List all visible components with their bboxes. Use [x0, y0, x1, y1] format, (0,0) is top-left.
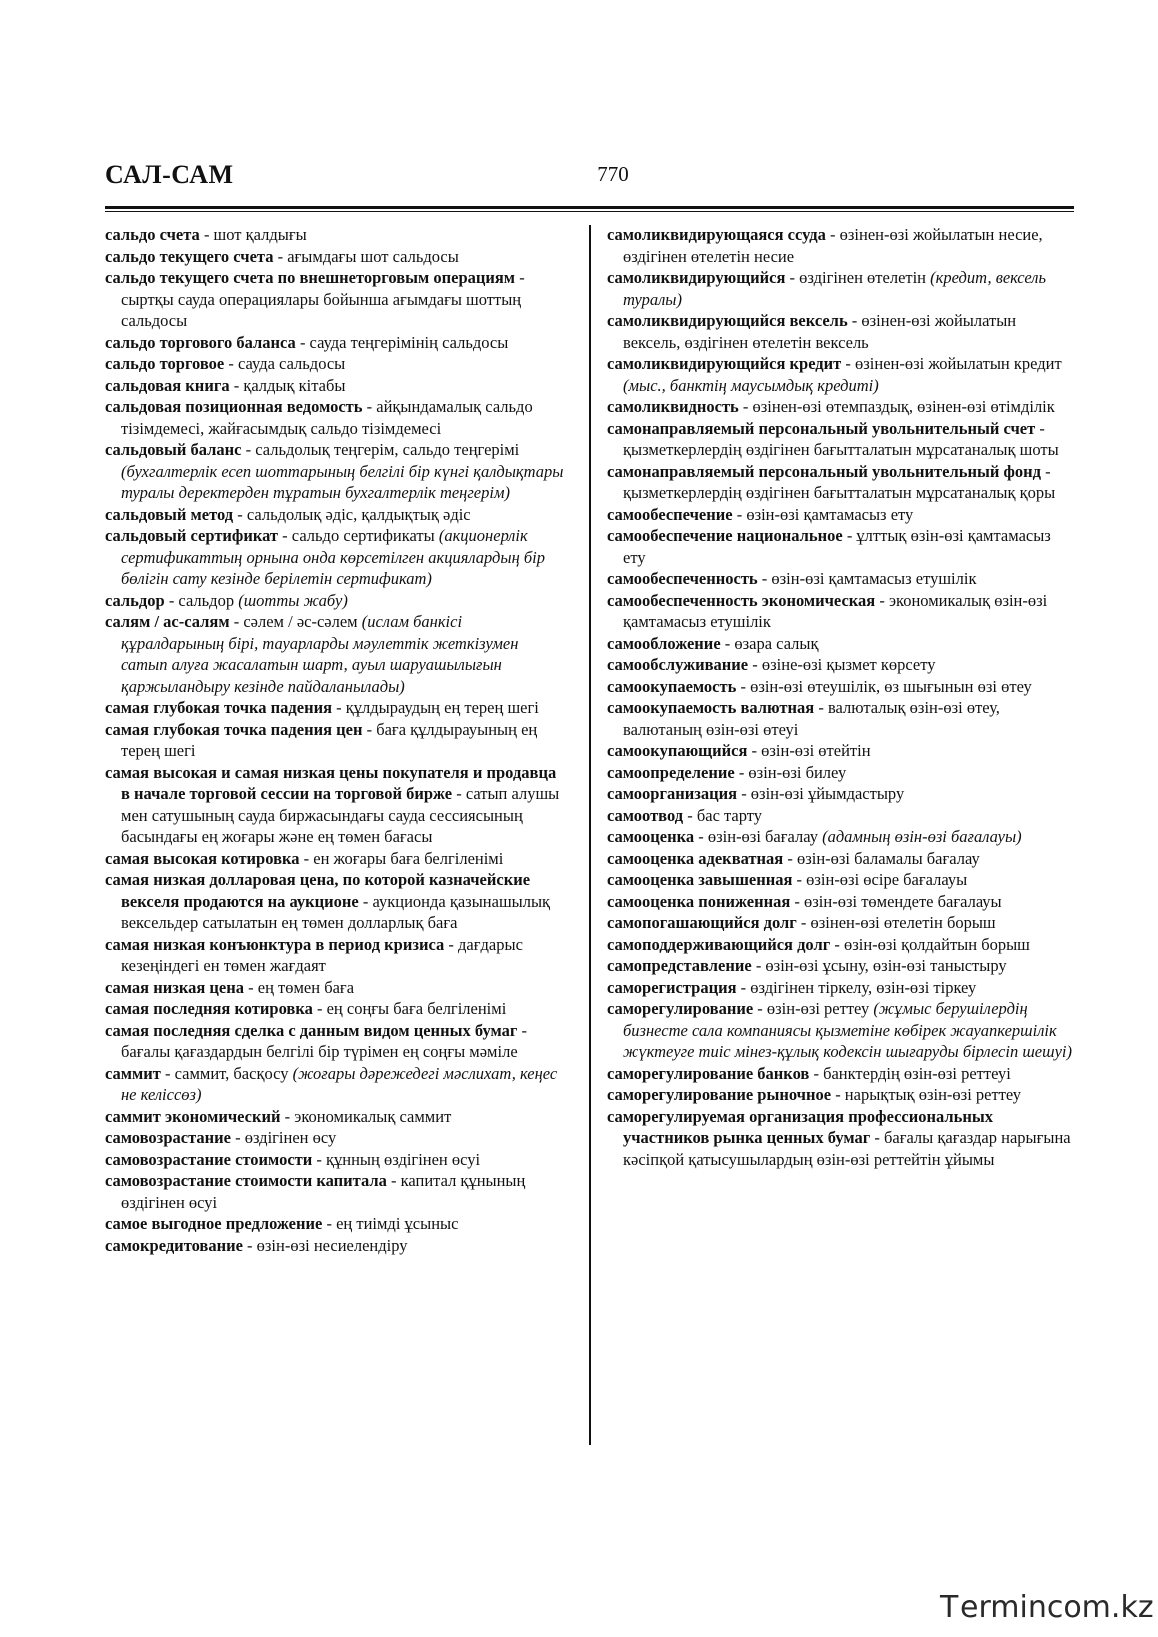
dictionary-entry	[105, 332, 565, 354]
dictionary-entry	[607, 1063, 1074, 1085]
entry-note: (акционерлік сертификаттың орнына онда көрсетілген акциялардың бір бөлігін сату кезінде берілетін сертификат)	[121, 526, 546, 588]
entry-term: салям / ас-салям	[105, 612, 230, 631]
entry-definition: - қызметкерлердің өздігінен бағытталатын мұрсатаналық шоты	[623, 418, 1059, 459]
entry-definition: - өзін-өзі қамтамасыз етушілік	[757, 569, 977, 588]
entry-term: самооценка	[607, 827, 695, 846]
entry-definition: - ең соңғы баға белгіленімі	[312, 999, 507, 1018]
entry-definition: - дағдарыс кезеңіндегі ен төмен жағдаят	[121, 934, 523, 975]
dictionary-entry	[607, 826, 1074, 848]
entry-term: саммит экономический	[105, 1106, 281, 1126]
dictionary-entry	[607, 224, 1074, 267]
entry-note: (бухгалтерлік есеп шоттарының белгілі бір күнгі қалдықтары туралы деректерден тұратын бухгалтерлік теңгерім)	[121, 461, 564, 502]
entry-term: самоорганизация	[607, 784, 738, 803]
entry-definition: - нарықтық өзін-өзі реттеу	[831, 1085, 1022, 1104]
entry-definition: - өзін-өзі төмендете бағалауы	[790, 891, 1002, 911]
entry-term: самая высокая и самая низкая цены покупателя и продавца в начале торговой сессии на торговой бирже	[105, 762, 557, 803]
page-section-title: САЛ-САМ	[105, 160, 234, 189]
dictionary-entry	[105, 375, 565, 397]
dictionary-entry	[105, 1063, 565, 1106]
entry-definition: - өздігінен тіркелу, өзін-өзі тіркеу	[736, 977, 977, 997]
entry-term: самая глубокая точка падения цен	[105, 719, 363, 739]
entry-definition: - өзін-өзі баламалы бағалау	[783, 848, 980, 868]
entry-definition: - құлдыраудың ең терең шегі	[332, 698, 539, 717]
entry-definition: - сальдо сертификаты	[278, 526, 439, 545]
dictionary-entry	[105, 611, 565, 697]
site-logo	[940, 1590, 1154, 1630]
entry-term: сальдовая позиционная ведомость	[105, 397, 363, 416]
entry-term: самая глубокая точка падения	[105, 698, 333, 717]
dictionary-entry	[607, 740, 1074, 762]
dictionary-entry	[105, 1127, 565, 1149]
dictionary-entry	[607, 869, 1074, 891]
dictionary-entry	[105, 848, 565, 870]
entry-definition: - сальдолық әдіс, қалдықтық әдіс	[233, 504, 471, 524]
entry-term: самоокупаемость валютная	[607, 698, 815, 717]
entry-definition: - сыртқы сауда операциялары бойынша ағымдағы шоттың сальдосы	[121, 268, 525, 330]
entry-term: самообеспеченность	[607, 569, 758, 588]
entry-definition: - ең тиімді ұсыныс	[322, 1214, 459, 1233]
dictionary-entry	[105, 525, 565, 590]
entry-definition: - экономикалық саммит	[280, 1106, 452, 1126]
entry-definition: - ең төмен баға	[244, 977, 355, 997]
dictionary-entry	[607, 633, 1074, 655]
dictionary-entry	[607, 590, 1074, 633]
dictionary-entry	[105, 1235, 565, 1257]
entry-definition: - сальдор	[164, 590, 239, 610]
entry-definition: - сатып алушы мен сатушының сауда биржасындағы сауда сессиясының басындағы ең жоғары және ең төмен бағасы	[121, 784, 560, 846]
entry-note: (адамның өзін-өзі бағалауы)	[822, 827, 1022, 846]
entry-term: самоокупающийся	[607, 741, 748, 760]
dictionary-entry	[607, 504, 1074, 526]
entry-term: саммит	[105, 1063, 161, 1083]
entry-definition: - айқындамалық сальдо тізімдемесі, жайғасымдық сальдо тізімдемесі	[121, 397, 533, 438]
dictionary-entry	[607, 568, 1074, 590]
entry-definition: - өзіне-өзі қызмет көрсету	[748, 655, 936, 674]
entry-term: саморегулируемая организация профессиональных участников рынка ценных бумаг	[607, 1106, 994, 1147]
entry-term: сальдор	[105, 590, 165, 610]
dictionary-entry	[607, 310, 1074, 353]
entry-term: самоотвод	[607, 805, 684, 825]
entry-definition: - ағымдағы шот сальдосы	[273, 246, 459, 266]
entry-definition: - өзін-өзі өтеушілік, өз шығынын өзі өтеу	[736, 676, 1032, 696]
dictionary-entry	[105, 267, 565, 332]
entry-term: самовозрастание стоимости капитала	[105, 1171, 387, 1190]
dictionary-entry	[105, 224, 565, 246]
entry-term: самонаправляемый персональный увольнительный счет	[607, 418, 1036, 438]
entry-term: сальдо текущего счета	[105, 246, 274, 266]
entry-term: самоликвидирующийся	[607, 268, 786, 287]
dictionary-entry	[105, 1106, 565, 1128]
entry-definition: - саммит, басқосу	[160, 1063, 293, 1083]
entry-definition: - өзін-өзі қолдайтын борыш	[830, 934, 1030, 954]
dictionary-entry	[105, 246, 565, 268]
entry-term: самоопределение	[607, 762, 735, 782]
header-rule-thick	[105, 206, 1074, 209]
entry-term: сальдовый сертификат	[105, 526, 279, 545]
entry-definition: - сәлем / әс-сәлем	[229, 612, 362, 631]
entry-definition: - өзін-өзі реттеу	[753, 999, 874, 1018]
dictionary-entry	[607, 934, 1074, 956]
entry-note: (кредит, вексель туралы)	[623, 268, 1046, 309]
dictionary-entry	[607, 805, 1074, 827]
dictionary-entry	[607, 998, 1074, 1063]
dictionary-entry	[105, 504, 565, 526]
entry-term: самооценка завышенная	[607, 870, 793, 889]
dictionary-entry	[607, 396, 1074, 418]
entry-definition: - өзін-өзі ұйымдастыру	[737, 784, 905, 803]
dictionary-entry	[607, 267, 1074, 310]
entry-term: самоликвидность	[607, 397, 739, 416]
entry-term: самокредитование	[105, 1235, 243, 1255]
entry-definition: - өзін-өзі қамтамасыз ету	[732, 504, 914, 524]
entry-definition: - құнның өздігінен өсуі	[312, 1149, 481, 1169]
entry-definition: - қалдық кітабы	[229, 375, 346, 395]
entry-definition: - өзін-өзі бағалау	[694, 827, 823, 846]
dictionary-entry	[105, 998, 565, 1020]
entry-term: саморегулирование банков	[607, 1063, 810, 1083]
entry-definition: - сауда сальдосы	[224, 354, 346, 373]
entry-term: самоликвидирующийся вексель	[607, 311, 848, 330]
dictionary-entry	[105, 1020, 565, 1063]
dictionary-entry	[105, 1149, 565, 1171]
entry-term: самая высокая котировка	[105, 848, 300, 868]
dictionary-entry	[105, 439, 565, 504]
logo-letter: T	[940, 1590, 959, 1625]
dictionary-entry	[105, 396, 565, 439]
dictionary-entry	[105, 977, 565, 999]
entry-term: самооценка пониженная	[607, 891, 791, 911]
entry-definition: - бағалы қағаздардын белгілі бір түрімен ең соңғы мәміле	[121, 1020, 527, 1061]
entry-term: самоокупаемость	[607, 676, 737, 696]
dictionary-entry	[607, 697, 1074, 740]
dictionary-entry	[607, 418, 1074, 461]
dictionary-entry	[607, 955, 1074, 977]
entry-definition: - сальдолық теңгерім, сальдо теңгерімі	[241, 440, 520, 459]
entry-definition: - өзінен-өзі жойылатын несие, өздігінен өтелетін несие	[623, 225, 1043, 266]
entry-note: (жұмыс берушілердің бизнесте сала компаниясы қызметіне көбірек жауапкершілік жүктеуге тиіс мінез-құлық кодексін шығаруды бірлесіп шешуі)	[623, 999, 1072, 1061]
dictionary-entry	[105, 697, 565, 719]
dictionary-entry	[105, 353, 565, 375]
entry-term: самообеспеченность экономическая	[607, 590, 876, 610]
entry-term: самая последняя сделка с данным видом ценных бумаг	[105, 1020, 518, 1040]
entry-definition: - аукционда қазынашылық вексельдер сатылатын ең төмен долларлық баға	[121, 891, 551, 932]
entry-definition: - өздігінен өсу	[230, 1128, 337, 1147]
entry-definition: - өзін-өзі ұсыну, өзін-өзі таныстыру	[751, 956, 1007, 975]
dictionary-entry	[607, 676, 1074, 698]
entry-definition: - ұлттық өзін-өзі қамтамасыз ету	[623, 526, 1051, 567]
entry-definition: - өзін-өзі несиелендіру	[242, 1235, 408, 1255]
entry-definition: - өзінен-өзі өтемпаздық, өзінен-өзі өтімділік	[738, 397, 1055, 416]
entry-definition: - өздігінен өтелетін	[785, 268, 931, 287]
entry-term: самообеспечение национальное	[607, 526, 843, 545]
entry-definition: - шот қалдығы	[199, 225, 307, 244]
dictionary-entry	[607, 461, 1074, 504]
entry-term: самая низкая цена	[105, 977, 244, 997]
entry-term: сальдовый баланс	[105, 440, 242, 459]
entry-definition: - валюталық өзін-өзі өтеу, валютаның өзін-өзі өтеуі	[623, 698, 1000, 739]
dictionary-entry	[105, 719, 565, 762]
dictionary-entry	[105, 869, 565, 934]
entry-term: саморегулирование рыночное	[607, 1085, 832, 1104]
entry-term: самая низкая долларовая цена, по которой казначейские векселя продаются на аукционе	[105, 870, 531, 911]
page-number: 770	[597, 162, 629, 186]
dictionary-entry	[105, 934, 565, 977]
entry-term: самооценка адекватная	[607, 848, 784, 868]
dictionary-entry	[607, 762, 1074, 784]
left-column	[105, 224, 565, 1256]
entry-definition: - өзін-өзі өсіре бағалауы	[792, 870, 968, 889]
entry-definition: - бас тарту	[683, 805, 763, 825]
entry-term: самообеспечение	[607, 504, 733, 524]
entry-term: сальдовая книга	[105, 375, 230, 395]
entry-term: самоподдерживающийся долг	[607, 934, 831, 954]
entry-term: самопредставление	[607, 956, 752, 975]
entry-term: самопогашающийся долг	[607, 913, 797, 932]
entry-definition: - капитал құнының өздігінен өсуі	[121, 1171, 526, 1212]
entry-term: самое выгодное предложение	[105, 1214, 323, 1233]
dictionary-entry	[105, 1213, 565, 1235]
entry-definition: - өзін-өзі билеу	[734, 762, 847, 782]
dictionary-entry	[105, 1170, 565, 1213]
entry-definition: - өзін-өзі өтейтін	[747, 741, 871, 760]
entry-definition: - бағалы қағаздар нарығына кәсіпқой қатысушылардың өзін-өзі реттейтін ұйымы	[623, 1128, 1071, 1169]
entry-note: (мыс., банктің маусымдық кредиті)	[623, 375, 879, 395]
entry-term: самая последняя котировка	[105, 999, 313, 1018]
dictionary-entry	[105, 590, 565, 612]
entry-definition: - қызметкерлердің өздігінен бағытталатын мұрсатаналық қоры	[623, 461, 1056, 502]
entry-term: сальдо торговое	[105, 354, 225, 373]
dictionary-entry	[607, 891, 1074, 913]
logo-text: ermincom.kz	[960, 1590, 1154, 1625]
dictionary-entry	[607, 654, 1074, 676]
entry-term: самонаправляемый персональный увольнительный фонд	[607, 461, 1041, 481]
header-rule-thin	[105, 211, 1074, 212]
entry-term: сальдовый метод	[105, 504, 234, 524]
entry-term: саморегистрация	[607, 977, 737, 997]
right-column	[607, 224, 1074, 1170]
entry-definition: - өзара салық	[720, 633, 819, 653]
dictionary-entry	[607, 977, 1074, 999]
dictionary-entry	[607, 1106, 1074, 1171]
entry-term: сальдо текущего счета по внешнеторговым операциям	[105, 268, 516, 287]
entry-term: самоликвидирующийся кредит	[607, 354, 842, 373]
entry-definition: - өзінен-өзі жойылатын вексель, өздігінен өтелетін вексель	[623, 311, 1017, 352]
dictionary-entry	[607, 353, 1074, 396]
entry-term: самовозрастание стоимости	[105, 1149, 313, 1169]
entry-term: сальдо счета	[105, 225, 200, 244]
dictionary-entry	[105, 762, 565, 848]
entry-note: (ислам банкісі құралдарының бірі, тауарларды мәулеттік жеткізумен сатып алуға жасалатын шарт, ауыл шаруашылығын қаржыландыру кезінде пайдаланылады)	[121, 612, 519, 696]
entry-note: (жоғары дәрежедегі мәслихат, кеңес не келіссөз)	[121, 1063, 558, 1104]
entry-term: самая низкая конъюнктура в период кризиса	[105, 934, 445, 954]
dictionary-entry	[607, 848, 1074, 870]
entry-term: самоликвидирующаяся ссуда	[607, 225, 826, 244]
entry-term: самообложение	[607, 633, 721, 653]
entry-term: саморегулирование	[607, 999, 754, 1018]
entry-definition: - ен жоғары баға белгіленімі	[299, 848, 504, 868]
entry-definition: - өзінен-өзі өтелетін борыш	[796, 913, 996, 932]
entry-definition: - баға құлдырауының ең терең шегі	[121, 719, 538, 760]
entry-definition: - банктердің өзін-өзі реттеуі	[809, 1063, 1011, 1083]
entry-definition: - экономикалық өзін-өзі қамтамасыз етушілік	[623, 590, 1048, 631]
dictionary-entry	[607, 1084, 1074, 1106]
entry-definition: - өзінен-өзі жойылатын кредит	[841, 354, 1062, 373]
entry-note: (шотты жабу)	[238, 590, 348, 610]
entry-term: сальдо торгового баланса	[105, 332, 296, 352]
entry-term: самообслуживание	[607, 655, 749, 674]
dictionary-entry	[607, 783, 1074, 805]
entry-definition: - сауда теңгерімінің сальдосы	[295, 332, 509, 352]
entry-term: самовозрастание	[105, 1128, 231, 1147]
dictionary-entry	[607, 525, 1074, 568]
column-divider	[589, 225, 591, 1445]
dictionary-entry	[607, 912, 1074, 934]
